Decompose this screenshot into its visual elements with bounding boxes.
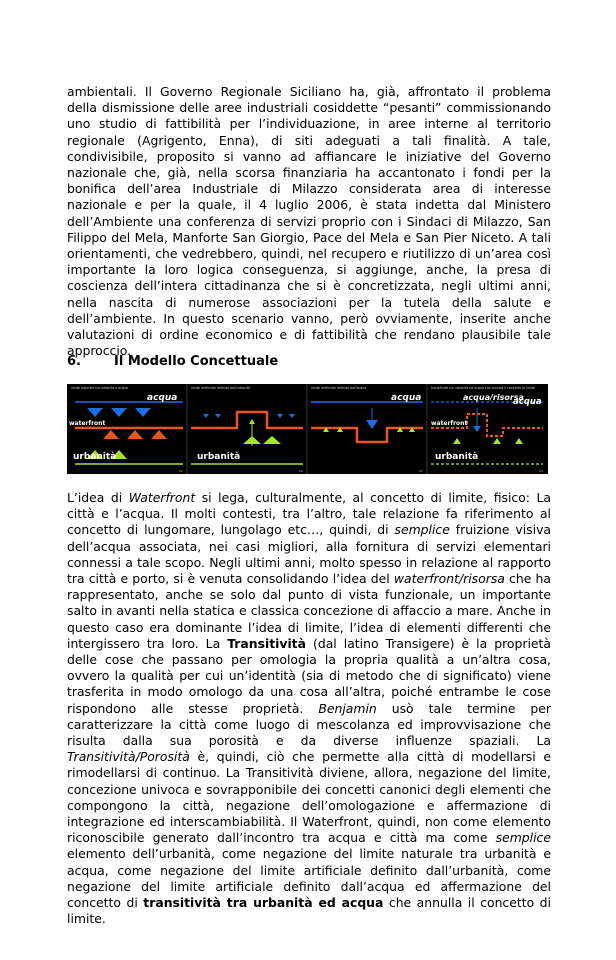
panel-title-3: limite artificiale definito dall'acqua (311, 386, 367, 390)
acqua-label-4: acqua/risorsa (463, 393, 524, 402)
waterfront-label-1: waterfront (69, 420, 106, 427)
paragraph-1 (67, 84, 551, 359)
urbanita-label-4: urbanità (435, 452, 479, 462)
text-line: concezione univoca e sovrapponibile dei concetti canonici degli elementi che (67, 781, 551, 797)
text-line: regionale (Agrigento, Enna), di siti adeguati a tali finalità. A tale, (67, 132, 551, 148)
text-line: acqua, come negazione del limite artificiale definito dall’urbanità, come (67, 862, 551, 878)
text-line: bonifica dell’area Industriale di Milazzo considerata area di interesse (67, 181, 551, 197)
concept-diagram (67, 384, 548, 474)
text-line: rispondono alle stesse proprietà. Benjamin usò tale termine per (67, 700, 552, 716)
text-line: concetto di lungomare, lungolago etc…, quindi, di semplice fruizione visiva (67, 522, 551, 538)
text-line: orientamenti, che vedrebbero, quindi, nel recupero e riutilizzo di un’area così (67, 246, 551, 262)
text-line: dell’acqua associata, nei casi migliori, alla fornitura di servizi elementari (67, 538, 551, 554)
text-line: nazionale che, già, nella scorsa finanziaria ha accantonato i fondi per la (67, 165, 551, 181)
text-line: connessi a tale scopo. Negli ultimi anni, molto spesso in relazione al rapporto (67, 554, 551, 570)
text-line: L’idea di Waterfront si lega, culturalmente, al concetto di limite, fisico: La (67, 490, 551, 505)
text-line: riconoscibile generato dall’incontro tra acqua e città ma come semplice (67, 830, 551, 846)
text-line: compongono la città, negazione dell’omologazione e affermazione di (67, 797, 551, 813)
text-line: condivisibile, proposito si vanno ad affiancare le iniziative del Governo (67, 148, 551, 164)
acqua-label-3: acqua (391, 393, 422, 403)
text-line: questo caso era dominante l’idea di limite, l’idea di elementi differenti che (67, 619, 551, 635)
panel-number-4: 04 (539, 469, 543, 473)
panel-number-2: 02 (299, 469, 303, 473)
urbanita-label-1: urbanità (73, 452, 117, 462)
section-number: 6. (67, 354, 81, 369)
panel-title-1: limite naturale tra urbanità e acqua (71, 386, 128, 390)
text-line: dell’Ambiente una conferenza di servizi proprio con i Sindaci di Milazzo, San (67, 213, 551, 229)
paragraph-2 (67, 490, 551, 927)
acqua-label-1: acqua (147, 393, 178, 403)
panel-number-3: 03 (419, 469, 423, 473)
text-line: ambientali. Il Governo Regionale Siciliano ha, già, affrontato il problema (67, 84, 551, 99)
panel-title-2: limite artificiale definito dall'urbanità (191, 386, 250, 390)
text-line: uno studio di fattibilità per l’individuazione, in aree interne al territorio (67, 116, 551, 132)
text-line: negazione del limite artificiale definito dall’acqua ed affermazione del (67, 878, 551, 894)
text-line: coscienza dell’intera cittadinanza che si è concretizzata, negli ultimi anni, (67, 278, 551, 294)
text-line: approccio. (67, 343, 132, 359)
text-line: rimodellarsi di continuo. La Transitività diviene, allora, negazione del limite, (67, 765, 551, 781)
text-line: dell’ambiente. In questo scenario vanno, però ovviamente, inserite anche (67, 310, 551, 326)
text-line: nella nascita di numerose associazioni per la tutela della salute e (67, 294, 551, 310)
waterfront-label-4: waterfront (431, 420, 468, 427)
text-line: intergissero tra loro. La Transitività (dal latino Transigere) è la proprietà (67, 635, 551, 651)
text-line: delle cose che passano per omologia la propria qualità a un’altra cosa, (67, 652, 551, 668)
text-line: tra città e porto, si è venuta consolidando l’idea del waterfront/risorsa che ha (67, 571, 551, 587)
text-line: nazionale e per la quale, il 4 luglio 2006, è stata indetta dal Ministero (67, 197, 551, 213)
text-line: caratterizzare la città come luogo di mescolanza ed improvvisazione che (67, 716, 551, 732)
text-line: Filippo del Mela, Manforte San Giorgio, Pace del Mela e San Pier Niceto. A tali (67, 229, 551, 245)
text-line: città e l’acqua. Il molti contesti, tra l’altro, tale relazione fa riferimento al (67, 506, 551, 522)
text-line: importante la loro logica conseguenza, si aggiunge, anche, la presa di (67, 262, 551, 278)
text-line: ovvero la qualità per cui un’identità (sia di metodo che di significato) viene (67, 668, 551, 684)
text-line: trasferita in modo omologo da una cosa all’altra, poiché entrambe le cose (67, 684, 551, 700)
panel-number-1: 01 (179, 469, 183, 473)
section-heading (67, 354, 278, 369)
section-title: Il Modello Concettuale (114, 354, 279, 369)
text-line: elemento dell’urbanità, come negazione del limite naturale tra urbanità e (67, 846, 551, 862)
text-line: valutazioni di ordine economico e di fattibilità che rendano plausibile tale (67, 327, 551, 343)
text-line: salto in avanti nella statica e classica concezione di affaccio a mare. Anche in (67, 603, 551, 619)
urbanita-label-2: urbanità (197, 452, 241, 462)
text-line: rappresentato, anche se solo dal punto di vista funzionale, un importante (67, 587, 551, 603)
text-line: integrazione ed interscambiabilità. Il Waterfront, quindi, non come elemento (67, 814, 551, 830)
acqua-label-4b: acqua (513, 397, 542, 407)
text-line: risulta dalla sua porosità e da diverse influenze spaziali. La (67, 733, 551, 749)
text-line: Transitività/Porosità è, quindi, ciò che permette alla città di modellarsi e (67, 749, 551, 765)
panel-title-4: transitività tra urbanità ed acqua che annulla il concetto di limite (431, 386, 535, 390)
text-line: della dismissione delle aree industriali cosiddette “pesanti” commissionando (67, 100, 551, 116)
text-line: limite. (67, 911, 106, 927)
text-line: concetto di transitività tra urbanità ed acqua che annulla il concetto di (67, 895, 551, 911)
